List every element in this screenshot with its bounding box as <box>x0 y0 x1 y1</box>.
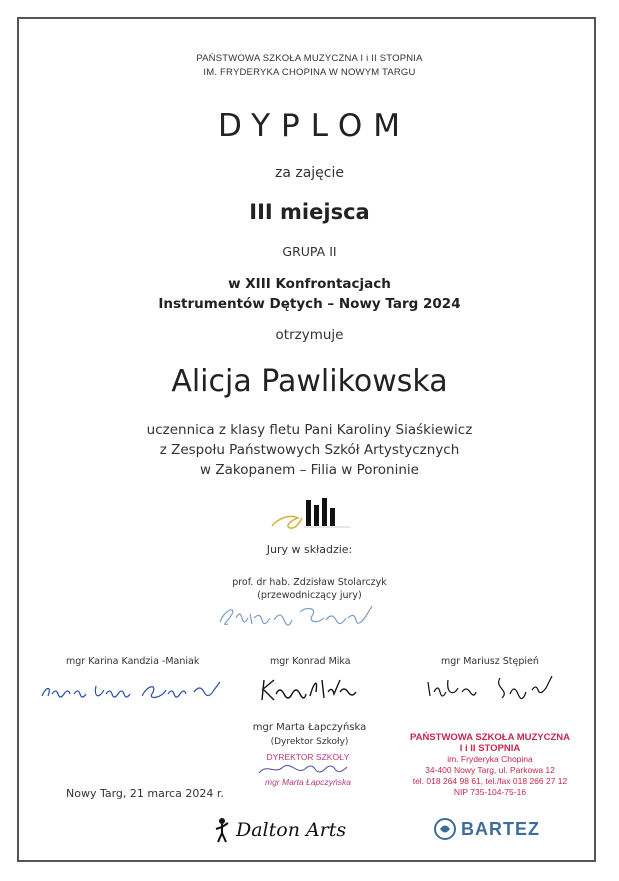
description-line3: w Zakopanem – Filia w Poroninie <box>200 462 419 478</box>
school-stamp-line1: PAŃSTWOWA SZKOŁA MUZYCZNA <box>409 732 571 743</box>
for-label: za zajęcie <box>274 165 344 181</box>
description-line2: z Zespołu Państwowych Szkół Artystycznych <box>159 442 460 458</box>
recipient-name: Alicja Pawlikowska <box>171 364 448 399</box>
event-logo <box>268 496 358 540</box>
competition-line1: w XIII Konfrontacjach <box>228 276 391 292</box>
school-header-line1: PAŃSTWOWA SZKOŁA MUZYCZNA I i II STOPNIA <box>196 53 423 64</box>
receives-label: otrzymuje <box>275 327 344 343</box>
member-1-signature <box>38 676 238 710</box>
school-stamp <box>395 732 585 798</box>
jury-chair-name: prof. dr hab. Zdzisław Stolarczyk <box>232 577 387 588</box>
school-stamp-line2: I i II STOPNIA <box>459 743 521 754</box>
jury-chair <box>0 576 619 602</box>
director-signature <box>248 763 368 776</box>
school-header-line2: IM. FRYDERYKA CHOPINA W NOWYM TARGU <box>203 67 416 78</box>
group-label: GRUPA II <box>282 244 337 259</box>
competition-name <box>0 274 619 314</box>
school-stamp-line3: im. Fryderyka Chopina <box>447 754 533 764</box>
school-stamp-line5: tel. 018 264 98 61, tel./fax 018 266 27 12 <box>412 776 568 786</box>
jury-chair-role: (przewodniczący jury) <box>257 590 362 601</box>
jury-member-3: mgr Mariusz Stępień <box>441 656 539 667</box>
jury-member-2: mgr Konrad Mika <box>270 656 351 667</box>
description-line1: uczennica z klasy fletu Pani Karoliny Siaśkiewicz <box>146 422 473 438</box>
school-stamp-line6: NIP 735-104-75-16 <box>453 787 527 797</box>
bartez-icon <box>434 818 456 840</box>
recipient-description <box>0 420 619 480</box>
member-3-signature <box>424 672 564 710</box>
dalton-arts-text: Dalton Arts <box>236 819 347 841</box>
member-2-signature <box>258 672 368 710</box>
place-date: Nowy Targ, 21 marca 2024 r. <box>66 787 224 800</box>
place-award: III miejsca <box>249 200 370 224</box>
director-stamp-line1: DYREKTOR SZKOŁY <box>266 752 350 762</box>
chair-signature <box>214 600 394 636</box>
jury-member-1: mgr Karina Kandzia -Maniak <box>66 656 200 667</box>
dalton-arts-logo <box>214 817 346 843</box>
jury-heading: Jury w składzie: <box>266 543 353 556</box>
diploma-title: DYPLOM <box>217 108 412 144</box>
bartez-text: BARTEZ <box>461 818 540 839</box>
school-header <box>0 52 619 80</box>
school-stamp-line4: 34-400 Nowy Targ, ul. Parkowa 12 <box>425 765 555 775</box>
musician-icon <box>214 817 230 843</box>
director-stamp-line2: mgr Marta Łapczyńska <box>265 777 351 787</box>
bartez-logo <box>434 818 540 840</box>
director-role: (Dyrektor Szkoły) <box>270 737 349 747</box>
competition-line2: Instrumentów Dętych – Nowy Targ 2024 <box>158 296 461 312</box>
director-stamp <box>248 751 368 788</box>
director-name: mgr Marta Łapczyńska <box>252 722 367 733</box>
